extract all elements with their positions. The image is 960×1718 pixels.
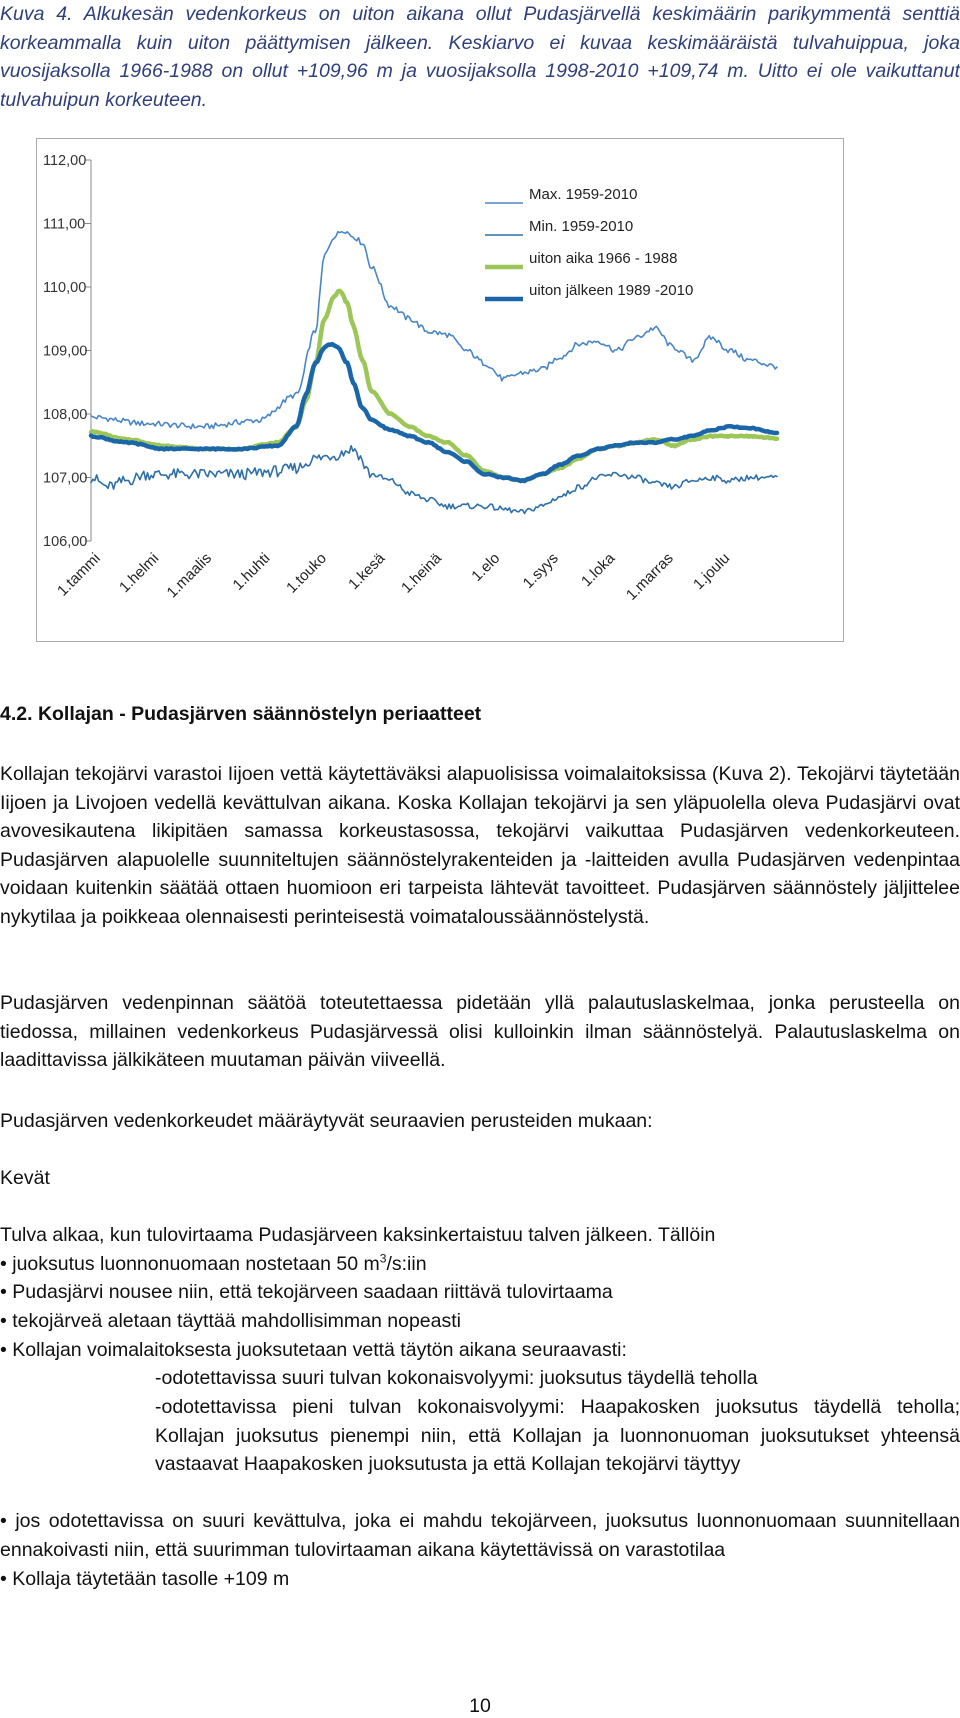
y-tick-label: 112,00 — [43, 153, 87, 169]
bullet-1-unit: /s:iin — [386, 1253, 427, 1275]
legend-label-2: Min. 1959-2010 — [529, 218, 634, 235]
paragraph-2: Pudasjärven vedenpinnan säätöä toteutettaessa pidetään yllä palautuslaskelmaa, jonka perusteella on tiedossa, millainen vedenkorkeus Pudasjärvessä olisi kulloinkin ilman säännöstelyä. Palautuslaskelma on laadittavissa jälkikäteen muutaman päivän viiveellä. — [0, 992, 960, 1071]
x-tick-label: 1.maalis — [163, 549, 216, 602]
bullet-2: • Pudasjärvi nousee niin, että tekojärveen saadaan riittävä tulovirtaama — [0, 1281, 613, 1303]
y-tick-label: 107,00 — [43, 470, 88, 487]
sub-item-1: -odotettavissa suuri tulvan kokonaisvolyymi: juoksutus täydellä teholla — [155, 1367, 758, 1389]
x-tick-label: 1.touko — [283, 549, 330, 597]
chart-series-group — [91, 232, 777, 514]
bullet-1-superscript: 3 — [379, 1251, 387, 1266]
season-heading: Kevät — [0, 1167, 50, 1189]
series-line-4 — [91, 344, 777, 481]
x-tick-label: 1.huhti — [229, 549, 274, 594]
page-number: 10 — [469, 1695, 491, 1717]
legend-label-1: Max. 1959-2010 — [529, 186, 638, 203]
series-line-2 — [91, 446, 777, 514]
paragraph-3: Pudasjärven vedenkorkeudet määräytyvät seuraavien perusteiden mukaan: — [0, 1110, 653, 1132]
x-tick-label: 1.elo — [468, 549, 504, 585]
bullet-6: • Kollaja täytetään tasolle +109 m — [0, 1568, 290, 1590]
x-tick-label: 1.joulu — [690, 549, 734, 594]
x-tick-label: 1.loka — [578, 549, 619, 591]
x-tick-label: 1.helmi — [116, 549, 163, 597]
chart-legend — [485, 186, 693, 299]
x-tick-label: 1.heinä — [398, 549, 445, 597]
y-tick-label: 111,00 — [43, 216, 86, 233]
y-tick-label: 106,00 — [43, 534, 88, 550]
bullet-5: • jos odotettavissa on suuri kevättulva, joka ei mahdu tekojärveen, juoksutus luonnonuomaan suunnitellaan ennakoivasti niin, että suurimman tulovirtaaman aikana käytettävissä on varastotilaa — [0, 1510, 960, 1561]
bullet-1 — [0, 1250, 427, 1279]
legend-label-4: uiton jälkeen 1989 -2010 — [529, 282, 694, 299]
water-level-chart — [36, 138, 844, 642]
section-title: 4.2. Kollajan - Pudasjärven säännöstelyn periaatteet — [0, 703, 482, 725]
paragraph-1: Kollajan tekojärvi varastoi Iijoen vettä käytettäväksi alapuolisissa voimalaitoksissa (Kuva 2). Tekojärvi täytetään Iijoen ja Livojoen vedellä kevättulvan aikana. Koska Kollajan tekojärvi ja sen yläpuolella oleva Pudasjärvi ovat avovesikautena likipitäen samassa korkeustasossa, tekojärvi vaikuttaa Pudasjärven vedenkorkeuteen. Pudasjärven alapuolelle suunniteltujen säännöstelyrakenteiden ja -laitteiden avulla Pudasjärven vedenpintaa voidaan kuitenkin säätää ottaen huomioon eri tarpeista lähtevät tavoitteet. Pudasjärven säännöstely jäljittelee nykytilaa ja poikkeaa olennaisesti perinteisestä voimataloussäännöstelystä. — [0, 763, 960, 928]
chart-svg — [37, 139, 845, 643]
bullet-1-text: • juoksutus luonnonuomaan nostetaan 50 m — [0, 1253, 380, 1275]
x-tick-label: 1.kesä — [345, 549, 389, 594]
figure-caption: Kuva 4. Alkukesän vedenkorkeus on uiton aikana ollut Pudasjärvellä keskimäärin parikymmentä senttiä korkeammalla kuin uiton päättymisen jälkeen. Keskiarvo ei kuvaa keskimääräistä tulvahuippua, joka vuosijaksolla 1966-1988 on ollut +109,96 m ja vuosijaksolla 1998-2010 +109,74 m. Uitto ei ole vaikuttanut tulvahuipun korkeuteen. — [0, 3, 960, 111]
y-tick-label: 108,00 — [43, 407, 88, 423]
sub-item-2: -odotettavissa pieni tulvan kokonaisvolyymi: Haapakosken juoksutus täydellä teholla; Kollajan juoksutus pienempi niin, että Kollajan ja luonnonuoman juoksutukset yhteensä vastaavat Haapakosken juoksutusta ja että Kollajan tekojärvi täyttyy — [155, 1396, 960, 1475]
bullet-4: • Kollajan voimalaitoksesta juoksutetaan vettä täytön aikana seuraavasti: — [0, 1339, 627, 1361]
paragraph-4: Tulva alkaa, kun tulovirtaama Pudasjärveen kaksinkertaistuu talven jälkeen. Tällöin — [0, 1224, 716, 1246]
x-tick-label: 1.syys — [519, 549, 562, 592]
x-tick-label: 1.marras — [622, 549, 677, 604]
y-tick-label: 110,00 — [43, 280, 87, 296]
y-tick-label: 109,00 — [43, 343, 88, 360]
bullet-3: • tekojärveä aletaan täyttää mahdollisimman nopeasti — [0, 1310, 462, 1332]
legend-label-3: uiton aika 1966 - 1988 — [529, 250, 678, 267]
series-line-3 — [91, 291, 777, 481]
x-tick-label: 1.tammi — [54, 549, 104, 600]
